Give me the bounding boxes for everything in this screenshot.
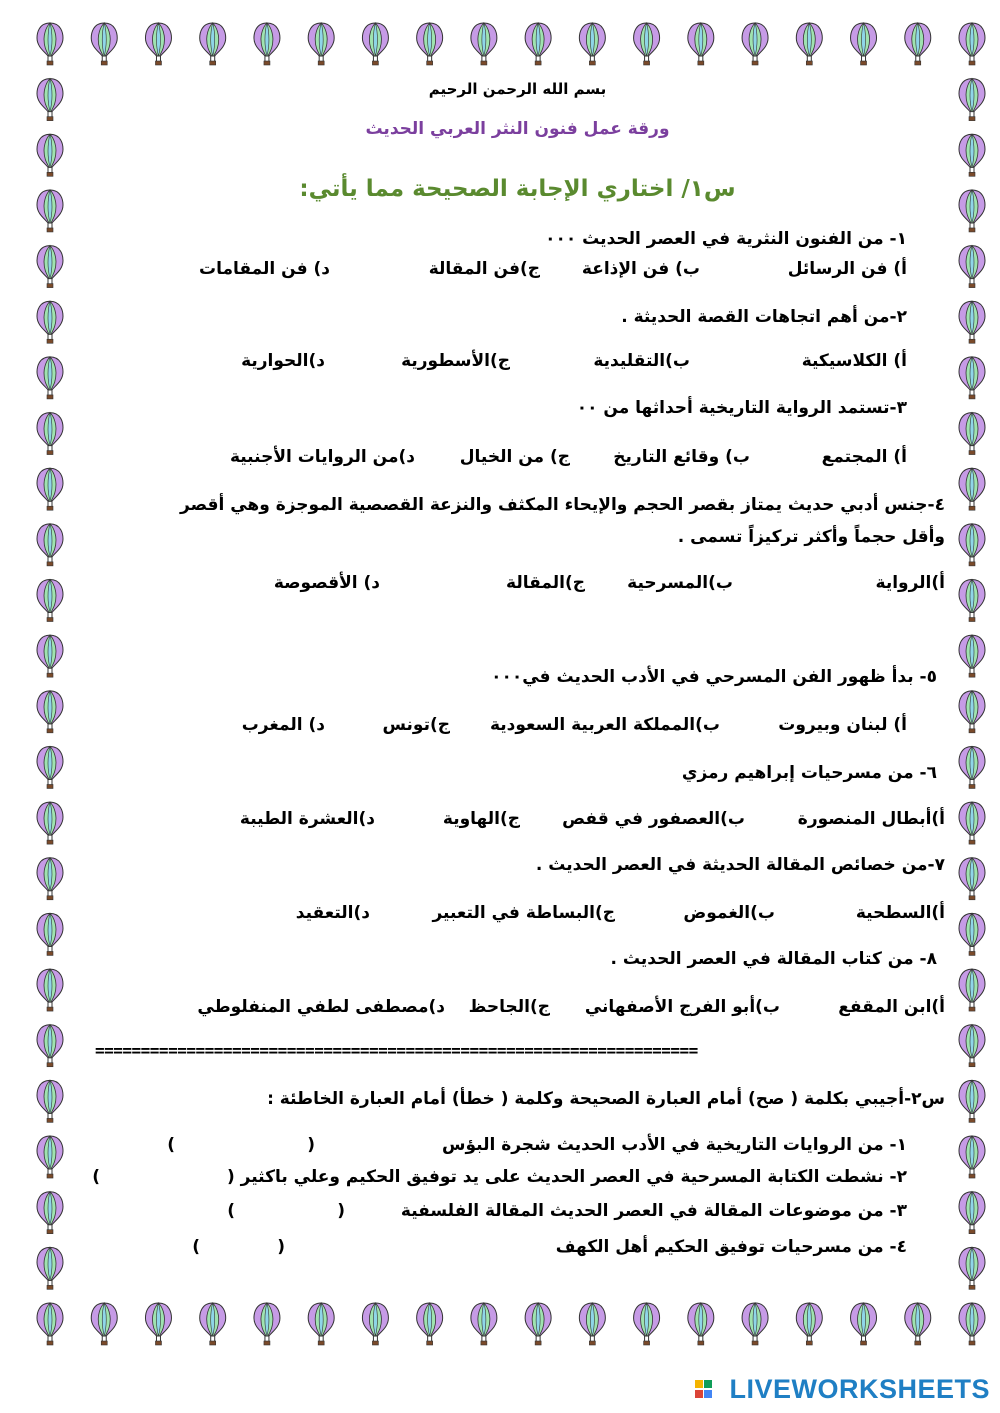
liveworksheets-logo (695, 1374, 990, 1405)
q3-option-a[interactable]: أ) المجتمع (821, 447, 907, 467)
balloon-icon (91, 23, 117, 65)
balloon-icon (37, 1136, 63, 1178)
balloon-icon (37, 246, 63, 288)
basmala: بسم الله الرحمن الرحيم (428, 80, 607, 98)
q8-option-a[interactable]: أ)ابن المقفع (838, 997, 945, 1017)
question-4: ٤-جنس أدبي حديث يمتاز بقصر الحجم والإيحاء المكثف والنزعة القصصية الموجزة وهي أقصر (180, 495, 945, 515)
logo-icon (695, 1378, 723, 1402)
section2-title: س٢-أجيبي بكلمة ( صح) أمام العبارة الصحيحة وكلمة ( خطأ) أمام العبارة الخاطئة : (267, 1089, 945, 1109)
q8-option-b[interactable]: ب)أبو الفرج الأصفهاني (584, 997, 780, 1017)
q5-option-c[interactable]: ج)تونس (382, 715, 450, 735)
statement-4: ٤- من مسرحيات توفيق الحكيم أهل الكهف (555, 1237, 907, 1257)
balloon-icon (37, 635, 63, 677)
q2-option-a[interactable]: أ) الكلاسيكية (801, 351, 907, 371)
worksheet-title: ورقة عمل فنون النثر العربي الحديث (365, 119, 670, 139)
q5-option-a[interactable]: أ) لبنان وبيروت (778, 715, 907, 735)
q5-option-d[interactable]: د) المغرب (241, 715, 325, 735)
balloon-icon (37, 913, 63, 955)
q3-option-d[interactable]: د)من الروايات الأجنبية (229, 447, 415, 467)
balloon-icon (362, 23, 388, 65)
q3-option-b[interactable]: ب) وقائع التاريخ (613, 447, 750, 467)
statement-3-open-paren: ( (337, 1201, 345, 1221)
q7-option-c[interactable]: ج)البساطة في التعبير (432, 903, 615, 923)
q4-option-a[interactable]: أ)الرواية (875, 573, 945, 593)
statement-3-close-paren: ) (227, 1201, 235, 1221)
q6-option-c[interactable]: ج)الهاوية (442, 809, 520, 829)
balloon-icon (796, 23, 822, 65)
balloon-icon (37, 413, 63, 455)
q6-option-b[interactable]: ب)العصفور في قفص (562, 809, 745, 829)
balloon-icon (200, 1303, 226, 1345)
question-5-options (90, 714, 945, 738)
balloon-icon (634, 23, 660, 65)
balloon-icon (959, 357, 985, 399)
statement-4-open-paren: ( (277, 1237, 285, 1257)
q1-option-c[interactable]: ج)فن المقالة (428, 259, 540, 279)
question-3: ٣-تستمد الرواية التاريخية أحداثها من ٠٠ (576, 398, 907, 418)
question-1: ١- من الفنون النثرية في العصر الحديث ٠٠٠ (545, 229, 907, 249)
balloon-icon (37, 524, 63, 566)
balloon-icon (37, 468, 63, 510)
balloon-icon (959, 802, 985, 844)
question-7: ٧-من خصائص المقالة الحديثة في العصر الحديث . (535, 855, 945, 875)
question-4-cont: وأقل حجماً وأكثر تركيزاً تسمى . (677, 527, 945, 547)
question-6-options (90, 808, 945, 832)
balloon-icon (634, 1303, 660, 1345)
balloon-icon (37, 691, 63, 733)
statement-1-open-paren: ( (307, 1135, 315, 1155)
balloon-icon (959, 913, 985, 955)
balloon-icon (959, 301, 985, 343)
question-2-options (90, 350, 945, 374)
balloon-icon (905, 23, 931, 65)
balloon-icon (37, 1025, 63, 1067)
balloon-icon (37, 190, 63, 232)
balloon-icon (688, 23, 714, 65)
q1-option-d[interactable]: د) فن المقامات (199, 259, 330, 279)
statement-2: ٢- نشطت الكتابة المسرحية في العصر الحديث على يد توفيق الحكيم وعلي باكثير ( (226, 1167, 907, 1187)
question-2: ٢-من أهم اتجاهات القصة الحديثة . (621, 307, 907, 327)
q3-option-c[interactable]: ج) من الخيال (459, 447, 570, 467)
balloon-icon (959, 969, 985, 1011)
logo-text: LIVEWORKSHEETS (729, 1374, 990, 1404)
q4-option-b[interactable]: ب)المسرحية (627, 573, 733, 593)
balloon-icon (579, 1303, 605, 1345)
q7-option-d[interactable]: د)التعقيد (295, 903, 370, 923)
q1-option-a[interactable]: أ) فن الرسائل (787, 259, 907, 279)
balloon-icon (851, 1303, 877, 1345)
balloon-icon (37, 802, 63, 844)
balloon-icon (959, 134, 985, 176)
balloon-icon (959, 23, 985, 65)
balloon-icon (959, 580, 985, 622)
balloon-icon (308, 23, 334, 65)
balloon-icon (579, 23, 605, 65)
balloon-icon (254, 23, 280, 65)
statement-1-close-paren: ) (167, 1135, 175, 1155)
balloon-icon (471, 1303, 497, 1345)
statement-3-answer-field[interactable] (240, 1198, 330, 1222)
q5-option-b[interactable]: ب)المملكة العربية السعودية (489, 715, 720, 735)
balloon-icon (417, 23, 443, 65)
balloon-icon (959, 190, 985, 232)
balloon-icon (959, 524, 985, 566)
q4-option-d[interactable]: د) الأقصوصة (273, 573, 380, 593)
balloon-icon (37, 969, 63, 1011)
q2-option-c[interactable]: ج)الأسطورية (401, 351, 510, 371)
q7-option-b[interactable]: ب)الغموض (683, 903, 775, 923)
q6-option-d[interactable]: د)العشرة الطيبة (239, 809, 375, 829)
balloon-icon (37, 858, 63, 900)
statement-2-close-paren: ) (92, 1167, 100, 1187)
statement-2-answer-field[interactable] (105, 1164, 197, 1188)
balloon-icon (37, 1192, 63, 1234)
balloon-icon (905, 1303, 931, 1345)
statement-4-close-paren: ) (192, 1237, 200, 1257)
question-5: ٥- بدأ ظهور الفن المسرحي في الأدب الحديث في٠٠٠ (491, 667, 937, 687)
balloon-icon (959, 746, 985, 788)
balloon-icon (37, 1080, 63, 1122)
balloon-icon (37, 1303, 63, 1345)
balloon-icon (959, 246, 985, 288)
balloon-icon (37, 357, 63, 399)
balloon-icon (37, 301, 63, 343)
balloon-icon (959, 1247, 985, 1289)
balloon-icon (254, 1303, 280, 1345)
balloon-icon (959, 1192, 985, 1234)
balloon-icon (688, 1303, 714, 1345)
question-1-options (90, 258, 945, 282)
balloon-icon (959, 1303, 985, 1345)
balloon-icon (959, 635, 985, 677)
balloon-icon (959, 468, 985, 510)
balloon-icon (959, 1136, 985, 1178)
balloon-icon (37, 746, 63, 788)
question-3-options (90, 446, 945, 470)
balloon-icon (742, 23, 768, 65)
q1-option-b[interactable]: ب) فن الإذاعة (581, 259, 700, 279)
q4-option-c[interactable]: ج)المقالة (506, 573, 585, 593)
balloon-icon (525, 23, 551, 65)
balloon-icon (471, 23, 497, 65)
balloon-icon (37, 1247, 63, 1289)
question-8: ٨- من كتاب المقالة في العصر الحديث . (610, 949, 937, 969)
section1-title: س١/ اختاري الإجابة الصحيحة مما يأتي: (299, 176, 736, 202)
question-6: ٦- من مسرحيات إبراهيم رمزي (681, 763, 937, 783)
q2-option-d[interactable]: د)الحوارية (241, 351, 325, 371)
worksheet (90, 70, 945, 1290)
balloon-icon (308, 1303, 334, 1345)
q8-option-c[interactable]: ج)الجاحظ (468, 997, 550, 1017)
q7-option-a[interactable]: أ)السطحية (855, 903, 945, 923)
balloon-icon (37, 134, 63, 176)
statement-1: ١- من الروايات التاريخية في الأدب الحديث شجرة البؤس (442, 1135, 907, 1155)
balloon-icon (362, 1303, 388, 1345)
balloon-icon (145, 1303, 171, 1345)
q6-option-a[interactable]: أ)أبطال المنصورة (797, 809, 945, 829)
balloon-icon (959, 1025, 985, 1067)
q2-option-b[interactable]: ب)التقليدية (593, 351, 690, 371)
question-4-options (90, 572, 945, 596)
balloon-icon (37, 23, 63, 65)
question-7-options (90, 902, 945, 926)
balloon-icon (959, 79, 985, 121)
statement-1-answer-field[interactable] (185, 1132, 300, 1156)
statement-3: ٣- من موضوعات المقالة في العصر الحديث المقالة الفلسفية (400, 1201, 907, 1221)
statement-4-answer-field[interactable] (205, 1234, 270, 1258)
divider-line: ================================================================== (95, 1042, 698, 1060)
balloon-icon (851, 23, 877, 65)
balloon-icon (796, 1303, 822, 1345)
balloon-icon (959, 858, 985, 900)
balloon-icon (145, 23, 171, 65)
balloon-icon (525, 1303, 551, 1345)
balloon-icon (959, 1080, 985, 1122)
balloon-icon (742, 1303, 768, 1345)
balloon-icon (37, 580, 63, 622)
balloon-icon (959, 691, 985, 733)
balloon-icon (417, 1303, 443, 1345)
balloon-icon (200, 23, 226, 65)
balloon-icon (37, 79, 63, 121)
balloon-icon (91, 1303, 117, 1345)
q8-option-d[interactable]: د)مصطفى لطفي المنفلوطي (197, 997, 445, 1017)
question-8-options (90, 996, 945, 1020)
balloon-icon (959, 413, 985, 455)
